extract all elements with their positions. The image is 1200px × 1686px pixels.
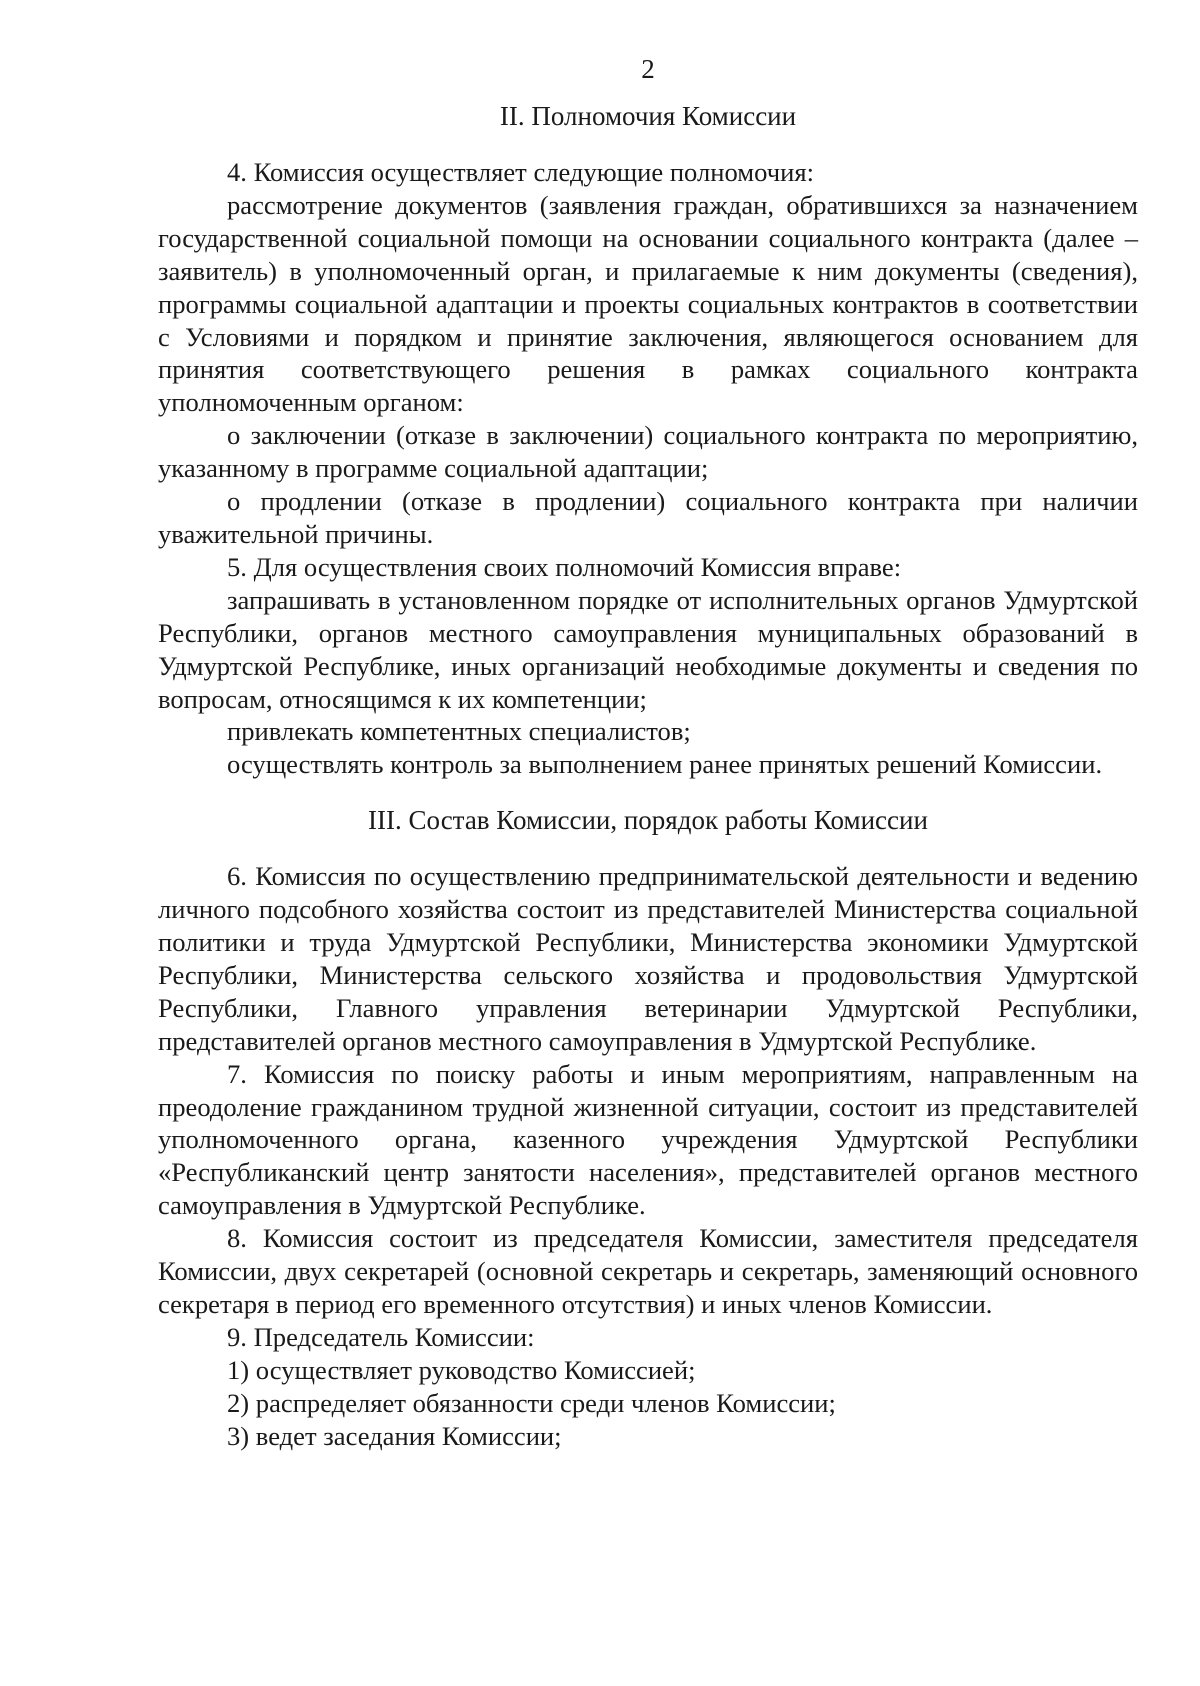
paragraph-9-item-2: 2) распределяет обязанности среди членов Комиссии;	[227, 1387, 836, 1418]
paragraph-9-item-3: 3) ведет заседания Комиссии;	[227, 1420, 562, 1451]
document-page	[158, 0, 1138, 1686]
paragraph-6: 6. Комиссия по осуществлению предпринимательской деятельности и ведению личного подсобного хозяйства состоит из представителей Министерства социальной политики и труда Удмуртской Республики, Министерства экономики Удмуртской Республики, Министерства сельского хозяйства и продовольствия Удмуртской Республики, Главного управления ветеринарии Удмуртской Республики, представителей органов местного самоуправления в Удмуртской Республике.	[158, 861, 1138, 1056]
paragraph-4-extension: о продлении (отказе в продлении) социального контракта при наличии уважительной причины.	[158, 486, 1138, 549]
paragraph-4-review: рассмотрение документов (заявления граждан, обратившихся за назначением государственной социальной помощи на основании социального контракта (далее – заявитель) в уполномоченный орган, и прилагаемые к ним документы (сведения), программы социальной адаптации и проекты социальных контрактов в соответствии с Условиями и порядком и принятие заключения, являющегося основанием для принятия соответствующего решения в рамках социального контракта уполномоченным органом:	[158, 189, 1138, 418]
section-2-body	[158, 156, 1138, 781]
paragraph-5: 5. Для осуществления своих полномочий Комиссия вправе:	[227, 551, 902, 582]
paragraph-5-control: осуществлять контроль за выполнением ранее принятых решений Комиссии.	[227, 749, 1103, 780]
paragraph-7: 7. Комиссия по поиску работы и иным мероприятиям, направленным на преодоление гражданином трудной жизненной ситуации, состоит из представителей уполномоченного органа, казенного учреждения Удмуртской Республики «Республиканский центр занятости населения», представителей органов местного самоуправления в Удмуртской Республике.	[158, 1058, 1138, 1221]
paragraph-9-item-1: 1) осуществляет руководство Комиссией;	[227, 1354, 696, 1385]
page-number: 2	[641, 54, 655, 84]
section-3-body	[158, 860, 1138, 1452]
section-2-heading: II. Полномочия Комиссии	[499, 101, 797, 131]
paragraph-5-request: запрашивать в установленном порядке от исполнительных органов Удмуртской Республики, органов местного самоуправления муниципальных образований в Удмуртской Республике, иных организаций необходимые документы и сведения по вопросам, относящимся к их компетенции;	[158, 584, 1138, 714]
paragraph-5-specialists: привлекать компетентных специалистов;	[227, 716, 691, 747]
paragraph-4: 4. Комиссия осуществляет следующие полномочия:	[227, 157, 814, 187]
paragraph-9: 9. Председатель Комиссии:	[227, 1321, 535, 1352]
paragraph-8: 8. Комиссия состоит из председателя Комиссии, заместителя председателя Комиссии, двух секретарей (основной секретарь и секретарь, заменяющий основного секретаря в период его временного отсутствия) и иных членов Комиссии.	[158, 1223, 1138, 1319]
section-3-heading: III. Состав Комиссии, порядок работы Комиссии	[368, 805, 928, 836]
paragraph-4-conclusion: о заключении (отказе в заключении) социального контракта по мероприятию, указанному в программе социальной адаптации;	[158, 420, 1138, 484]
